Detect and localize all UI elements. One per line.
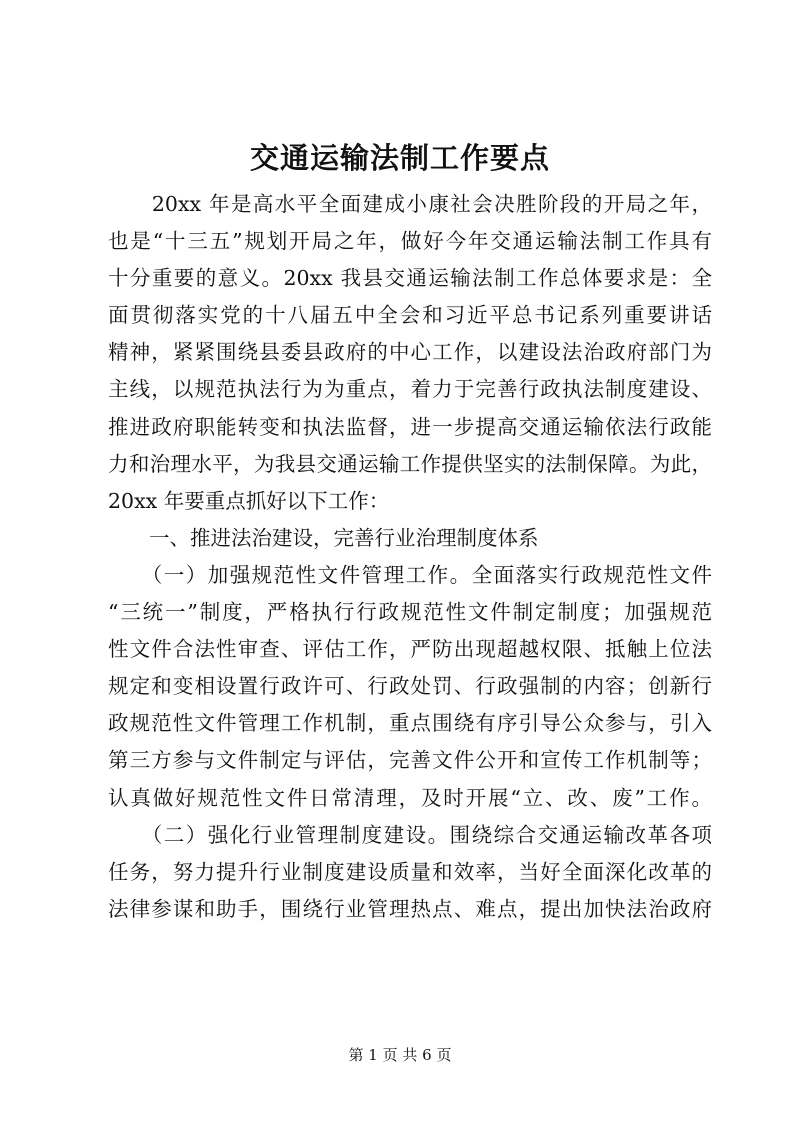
page-number-footer: 第 1 页 共 6 页 <box>348 1046 452 1064</box>
body-line: 20xx 年要重点抓好以下工作： <box>108 488 390 513</box>
body-line: 第三方参与文件制定与评估，完善文件公开和宣传工作机制等； <box>108 748 712 773</box>
document-body <box>108 186 712 928</box>
body-line: 也是“十三五”规划开局之年，做好今年交通运输法制工作具有 <box>108 229 712 254</box>
body-line: 推进政府职能转变和执法监督，进一步提高交通运输依法行政能 <box>108 414 712 439</box>
body-line: 主线，以规范执法行为为重点，着力于完善行政执法制度建设、 <box>108 377 712 402</box>
body-line: 力和治理水平，为我县交通运输工作提供坚实的法制保障。为此， <box>108 451 712 476</box>
body-line: 性文件合法性审查、评估工作，严防出现超越权限、抵触上位法 <box>108 637 712 662</box>
body-line: 认真做好规范性文件日常清理，及时开展“立、改、废”工作。 <box>108 785 712 810</box>
body-line: 任务，努力提升行业制度建设质量和效率，当好全面深化改革的 <box>108 859 712 884</box>
body-line: 20xx 年是高水平全面建成小康社会决胜阶段的开局之年， <box>108 192 712 216</box>
body-line: 面贯彻落实党的十八届五中全会和习近平总书记系列重要讲话 <box>108 303 712 328</box>
document-title: 交通运输法制工作要点 <box>249 141 550 175</box>
body-line: 法律参谋和助手，围绕行业管理热点、难点，提出加快法治政府 <box>108 896 712 921</box>
body-line: 十分重要的意义。20xx 我县交通运输法制工作总体要求是：全 <box>108 266 712 291</box>
body-line: 规定和变相设置行政许可、行政处罚、行政强制的内容；创新行 <box>108 674 712 699</box>
body-line: （二）强化行业管理制度建设。围绕综合交通运输改革各项 <box>108 822 712 847</box>
section-heading: 一、推进法治建设，完善行业治理制度体系 <box>108 525 539 550</box>
body-line: “三统一”制度，严格执行行政规范性文件制定制度；加强规范 <box>108 600 712 625</box>
body-line: （一）加强规范性文件管理工作。全面落实行政规范性文件 <box>108 562 712 587</box>
body-line: 精神，紧紧围绕县委县政府的中心工作，以建设法治政府部门为 <box>108 340 712 365</box>
body-line: 政规范性文件管理工作机制，重点围绕有序引导公众参与，引入 <box>108 711 712 736</box>
